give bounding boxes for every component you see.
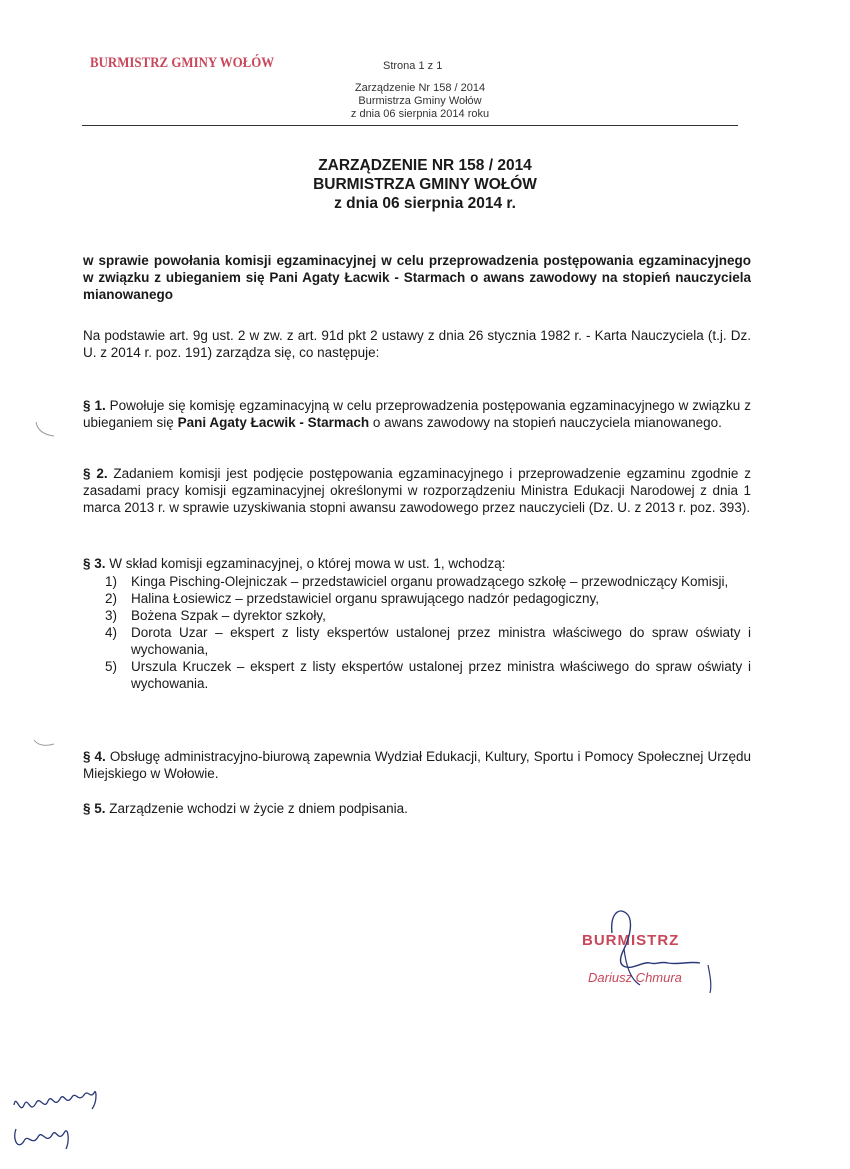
section-3-text: W skład komisji egzaminacyjnej, o której mowa w ust. 1, wchodzą: [105, 556, 506, 571]
handwritten-note-icon [8, 1085, 118, 1165]
list-item [105, 607, 751, 624]
section-1 [83, 397, 751, 431]
margin-mark-icon [30, 736, 60, 756]
subject-paragraph: w sprawie powołania komisji egzaminacyjnej w celu przeprowadzenia postępowania egzaminacyjnego w związku z ubieganiem się Pani Agaty Łacwik - Starmach o awans zawodowy na stopień nauczyciela mianowanego [83, 253, 751, 302]
section-2-text: Zadaniem komisji jest podjęcie postępowania egzaminacyjnego i przeprowadzenie egzaminu zgodnie z zasadami pracy komisji egzaminacyjnej określonymi w rozporządzeniu Ministra Edukacji Narodowej z dnia 1 marca 2013 r. w sprawie uzyskiwania stopni awansu zawodowego przez nauczycieli (Dz. U. z 2013 r. poz. 393). [83, 466, 751, 515]
section-5-label: § 5. [83, 801, 106, 816]
title-line-2: BURMISTRZA GMINY WOŁÓW [313, 176, 537, 193]
list-item-number: 4) [105, 625, 118, 640]
ref-line-2: Burmistrza Gminy Wołów [358, 95, 482, 107]
margin-mark-icon [30, 420, 60, 440]
list-item-text: Bożena Szpak – dyrektor szkoły, [131, 608, 326, 623]
section-1-text-a: Powołuje się komisję egzaminacyjną w celu przeprowadzenia postępowania egzaminacyjnego w związku z ubieganiem się [83, 398, 751, 430]
signature-title: BURMISTRZ [582, 932, 680, 949]
section-1-label: § 1. [83, 398, 106, 413]
list-item-text: Dorota Uzar – ekspert z listy ekspertów ustalonej przez ministra właściwego do spraw oświaty i wychowania, [131, 625, 751, 657]
title-line-3: z dnia 06 sierpnia 2014 r. [334, 195, 516, 212]
section-2-label: § 2. [83, 466, 108, 481]
list-item [105, 624, 751, 658]
section-5-text: Zarządzenie wchodzi w życie z dniem podpisania. [105, 801, 408, 816]
handwritten-signature-icon [560, 905, 760, 995]
legal-basis-paragraph: Na podstawie art. 9g ust. 2 w zw. z art. 91d pkt 2 ustawy z dnia 26 stycznia 1982 r. - Karta Nauczyciela (t.j. Dz. U. z 2014 r. poz. 191) zarządza się, co następuje: [83, 328, 751, 360]
header-stamp: BURMISTRZ GMINY WOŁÓW [90, 55, 275, 71]
header-divider [82, 125, 738, 126]
signature-block [560, 905, 760, 995]
signature-name: Dariusz Chmura [588, 970, 682, 985]
document-title [0, 156, 850, 213]
list-item [105, 590, 751, 607]
section-2 [83, 465, 751, 516]
ref-line-3: z dnia 06 sierpnia 2014 roku [350, 108, 490, 120]
list-item [105, 658, 751, 692]
list-item-number: 1) [105, 574, 118, 589]
section-3-label: § 3. [83, 556, 106, 571]
header-reference [300, 82, 540, 121]
section-5 [83, 800, 751, 817]
section-1-text-b: o awans zawodowy na stopień nauczyciela mianowanego. [369, 415, 722, 430]
section-1-bold-name: Pani Agaty Łacwik - Starmach [177, 415, 370, 430]
list-item-text: Halina Łosiewicz – przedstawiciel organu sprawującego nadzór pedagogiczny, [131, 591, 600, 606]
list-item [105, 573, 751, 590]
section-4-label: § 4. [83, 749, 106, 764]
section-3 [83, 555, 751, 572]
list-item-number: 5) [105, 659, 118, 674]
committee-list [105, 573, 751, 692]
list-item-text: Kinga Pisching-Olejniczak – przedstawiciel organu prowadzącego szkołę – przewodniczący Komisji, [131, 574, 729, 589]
page-number: Strona 1 z 1 [383, 60, 443, 72]
list-item-text: Urszula Kruczek – ekspert z listy ekspertów ustalonej przez ministra właściwego do spraw oświaty i wychowania. [131, 659, 751, 691]
ref-line-1: Zarządzenie Nr 158 / 2014 [354, 82, 486, 94]
title-line-1: ZARZĄDZENIE NR 158 / 2014 [318, 157, 532, 174]
section-4 [83, 748, 751, 782]
list-item-number: 3) [105, 608, 118, 623]
section-4-text: Obsługę administracyjno-biurową zapewnia Wydział Edukacji, Kultury, Sportu i Pomocy Społecznej Urzędu Miejskiego w Wołowie. [83, 749, 751, 781]
list-item-number: 2) [105, 591, 118, 606]
